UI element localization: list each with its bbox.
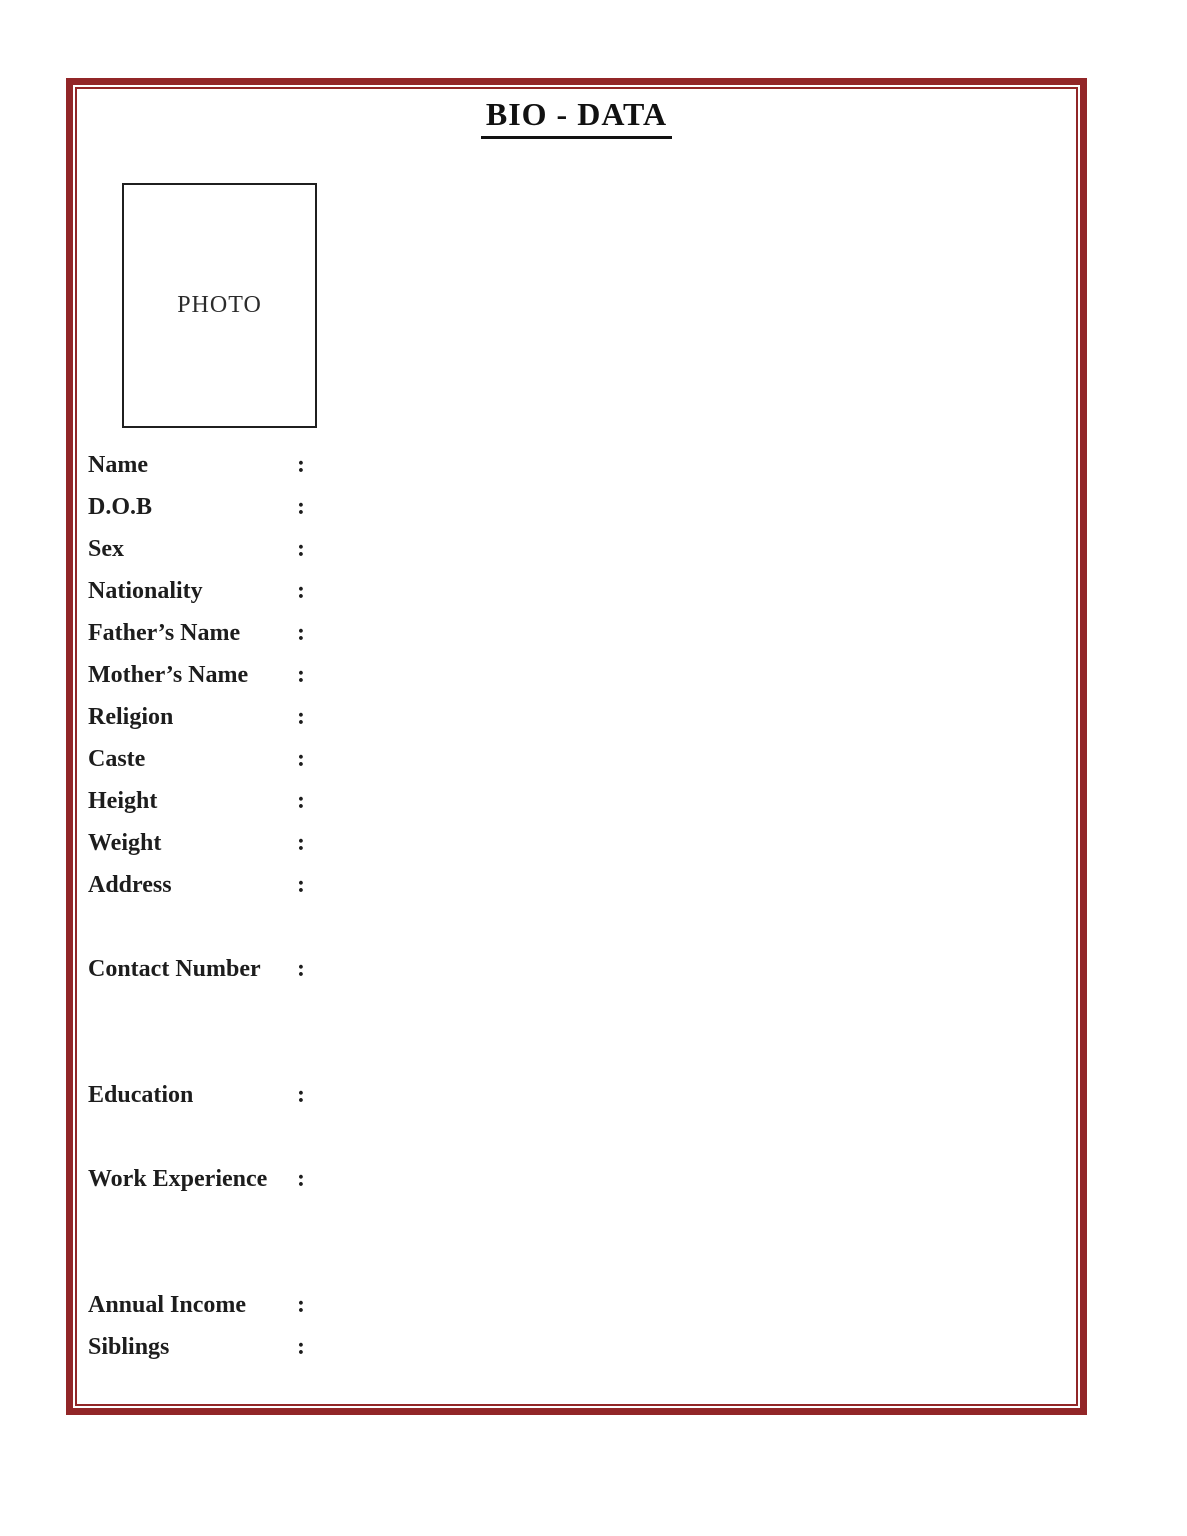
field-colon: : (297, 620, 305, 646)
field-row-name (88, 444, 888, 486)
field-colon: : (297, 788, 305, 814)
field-row-education (88, 1074, 888, 1116)
field-label: Religion (88, 704, 174, 730)
field-label: Mother’s Name (88, 662, 249, 688)
photo-placeholder-label: PHOTO (177, 292, 262, 318)
document-border-frame (66, 78, 1087, 1415)
field-label: Sex (88, 536, 124, 562)
field-label: Caste (88, 746, 146, 772)
field-colon: : (297, 956, 305, 982)
field-colon: : (297, 1082, 305, 1108)
field-colon: : (297, 1292, 305, 1318)
field-label: Siblings (88, 1334, 170, 1360)
field-label: Height (88, 788, 158, 814)
field-row-address (88, 864, 888, 906)
field-label: Annual Income (88, 1292, 247, 1318)
field-label: Address (88, 872, 172, 898)
bio-fields-list (88, 444, 888, 1368)
field-label: Name (88, 452, 148, 478)
field-colon: : (297, 662, 305, 688)
field-row-nationality (88, 570, 888, 612)
field-row-annual-income (88, 1284, 888, 1326)
field-label: Weight (88, 830, 162, 856)
field-label: Contact Number (88, 956, 261, 982)
field-row-siblings (88, 1326, 888, 1368)
field-colon: : (297, 1334, 305, 1360)
field-label: D.O.B (88, 494, 153, 520)
field-label: Father’s Name (88, 620, 241, 646)
field-row-fathers-name (88, 612, 888, 654)
page-title-wrap (77, 96, 1076, 139)
field-colon: : (297, 872, 305, 898)
page-title: BIO - DATA (481, 96, 672, 139)
field-label: Nationality (88, 578, 203, 604)
field-row-dob (88, 486, 888, 528)
field-colon: : (297, 536, 305, 562)
field-row-height (88, 780, 888, 822)
document-border-inner-line (75, 87, 1078, 1406)
field-label: Education (88, 1082, 194, 1108)
field-label: Work Experience (88, 1166, 268, 1192)
field-colon: : (297, 746, 305, 772)
field-colon: : (297, 704, 305, 730)
field-colon: : (297, 578, 305, 604)
photo-placeholder-box (122, 183, 317, 428)
field-row-caste (88, 738, 888, 780)
field-colon: : (297, 452, 305, 478)
field-row-mothers-name (88, 654, 888, 696)
field-row-sex (88, 528, 888, 570)
field-row-work-experience (88, 1158, 888, 1200)
field-row-weight (88, 822, 888, 864)
field-colon: : (297, 1166, 305, 1192)
field-row-religion (88, 696, 888, 738)
field-colon: : (297, 494, 305, 520)
field-colon: : (297, 830, 305, 856)
field-row-contact-number (88, 948, 888, 990)
